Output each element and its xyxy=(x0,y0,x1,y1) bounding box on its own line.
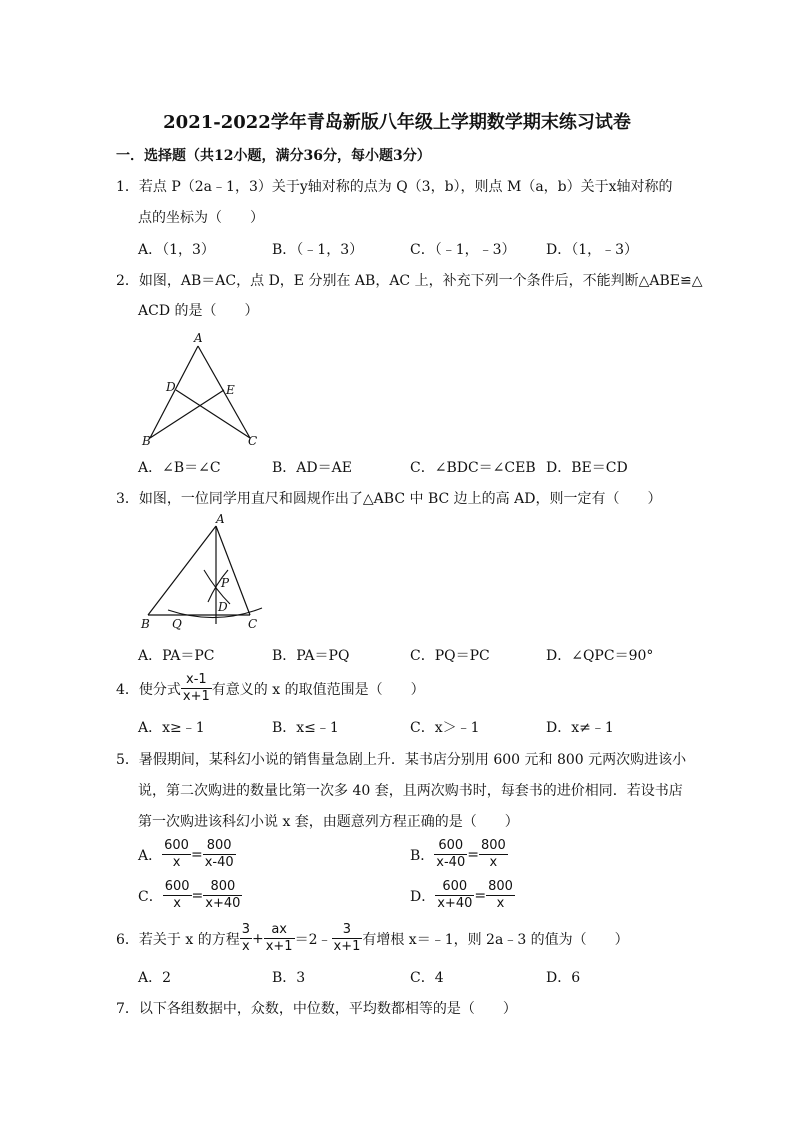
q4-option-d: D．x≠﹣1 xyxy=(546,720,614,736)
q1-option-a: A．（1，3） xyxy=(138,242,215,258)
q4-suffix: 有意义的 x 的取值范围是（ ） xyxy=(211,681,425,698)
q2-option-b: B．AD＝AE xyxy=(272,460,352,476)
q6-f2-den: x+1 xyxy=(265,939,293,954)
q3-option-b: B．PA＝PQ xyxy=(272,648,350,664)
q1-text-line1: 1．若点 P（2a﹣1，3）关于y轴对称的点为 Q（3，b），则点 M（a，b）关于x轴对称的 xyxy=(116,179,673,195)
q5-a-right-den: x-40 xyxy=(204,855,234,870)
q3-label-p: P xyxy=(221,576,230,590)
q5-a-label: A． xyxy=(138,847,163,864)
q4-option-c: C．x＞﹣1 xyxy=(410,720,480,736)
q6-f3-den: x+1 xyxy=(333,939,361,954)
q6-fraction-1 xyxy=(240,922,252,955)
section-heading: 一．选择题（共12小题，满分36分，每小题3分） xyxy=(116,148,431,164)
q2-option-c: C．∠BDC＝∠CEB xyxy=(410,460,536,476)
q5-c-label: C． xyxy=(138,888,163,905)
q5-option-d xyxy=(410,879,515,912)
q6-fraction-3 xyxy=(332,922,363,955)
q1-option-b: B．（﹣1，3） xyxy=(272,242,364,258)
q4-fraction xyxy=(181,672,212,705)
q3-text-line1: 3．如图，一位同学用直尺和圆规作出了△ABC 中 BC 边上的高 AD，则一定有（ ） xyxy=(116,491,662,507)
q2-label-c: C xyxy=(248,434,258,448)
q3-option-a: A．PA＝PC xyxy=(138,648,215,664)
q6-option-a: A．2 xyxy=(138,970,172,986)
q2-label-a: A xyxy=(194,331,203,345)
q5-d-left-fraction xyxy=(435,879,474,912)
q5-option-a xyxy=(138,838,236,871)
q6-prefix: 6．若关于 x 的方程 xyxy=(116,931,240,948)
q6-suffix: 有增根 x＝﹣1，则 2a﹣3 的值为（ ） xyxy=(362,931,629,948)
q5-text-line3: 第一次购进该科幻小说 x 套，由题意列方程正确的是（ ） xyxy=(138,814,519,830)
q3-label-a: A xyxy=(216,512,225,526)
q5-b-left-fraction xyxy=(434,838,467,871)
q4-option-b: B．x≤﹣1 xyxy=(272,720,339,736)
q2-label-d: D xyxy=(166,380,176,394)
q3-label-d: D xyxy=(218,600,228,614)
q5-c-right-num: 800 xyxy=(203,879,242,896)
q6-f1-num: 3 xyxy=(241,922,250,937)
q6-f1-den: x xyxy=(241,939,250,954)
q3-label-q: Q xyxy=(172,617,182,631)
q4-prefix: 4．使分式 xyxy=(116,681,181,698)
q5-c-left-den: x xyxy=(173,896,181,911)
q4-text xyxy=(116,672,425,705)
q2-label-b: B xyxy=(142,434,151,448)
q5-option-b xyxy=(410,838,508,871)
q4-frac-numerator: x-1 xyxy=(181,672,212,689)
q6-plus: + xyxy=(251,930,264,947)
q5-b-right-den: x xyxy=(489,855,498,870)
q5-d-left-num: 600 xyxy=(435,879,474,896)
q3-option-d: D．∠QPC＝90° xyxy=(546,648,654,664)
q3-label-c: C xyxy=(248,617,258,631)
q5-d-right-den: x xyxy=(496,896,505,911)
q1-option-d: D．（1，﹣3） xyxy=(546,242,639,258)
q5-d-label: D． xyxy=(410,888,436,905)
q5-a-eq: = xyxy=(190,846,203,863)
q3-option-c: C．PQ＝PC xyxy=(410,648,490,664)
q5-option-c xyxy=(138,879,242,912)
q5-d-right-fraction xyxy=(486,879,515,912)
q2-option-a: A．∠B＝∠C xyxy=(138,460,221,476)
q2-text-line1: 2．如图，AB＝AC，点 D，E 分别在 AB，AC 上，补充下列一个条件后，不能判断△ABE≌△ xyxy=(116,273,703,289)
q5-c-eq: = xyxy=(191,887,204,904)
q6-mid: ＝2﹣ xyxy=(294,931,332,948)
q3-label-b: B xyxy=(141,617,150,631)
q6-option-d: D．6 xyxy=(546,970,581,986)
q4-frac-denominator: x+1 xyxy=(182,689,210,704)
q7-text-line1: 7．以下各组数据中，众数，中位数，平均数都相等的是（ ） xyxy=(116,1001,517,1017)
q3-construction-figure xyxy=(138,512,270,634)
q5-c-left-num: 600 xyxy=(164,879,190,894)
q2-label-e: E xyxy=(226,383,235,397)
q5-a-left-num: 600 xyxy=(164,838,189,853)
q5-d-left-den: x+40 xyxy=(437,896,473,911)
q5-a-left-fraction xyxy=(162,838,191,871)
q5-b-right-num: 800 xyxy=(480,838,506,853)
q5-d-right-num: 800 xyxy=(488,879,513,894)
q5-d-eq: = xyxy=(474,887,487,904)
q5-text-line1: 5．暑假期间，某科幻小说的销售量急剧上升．某书店分别用 600 元和 800 元两次购进该小 xyxy=(116,752,687,768)
q6-fraction-2 xyxy=(264,922,295,955)
q2-text-line2: ACD 的是（ ） xyxy=(138,303,259,319)
q5-b-left-den: x-40 xyxy=(436,855,466,870)
q5-a-right-num: 800 xyxy=(203,838,236,855)
page-title: 2021-2022学年青岛新版八年级上学期数学期末练习试卷 xyxy=(163,112,631,133)
q6-text xyxy=(116,922,629,955)
q5-b-right-fraction xyxy=(479,838,508,871)
q5-a-left-den: x xyxy=(172,855,181,870)
q5-c-left-fraction xyxy=(163,879,192,912)
q6-option-c: C．4 xyxy=(410,970,444,986)
q5-c-right-den: x+40 xyxy=(205,896,241,911)
q5-b-left-num: 600 xyxy=(434,838,467,855)
q6-option-b: B．3 xyxy=(272,970,306,986)
q2-option-d: D．BE＝CD xyxy=(546,460,628,476)
q5-b-eq: = xyxy=(467,846,479,863)
q1-option-c: C．（﹣1，﹣3） xyxy=(410,242,516,258)
q5-a-right-fraction xyxy=(203,838,236,871)
q5-c-right-fraction xyxy=(203,879,242,912)
q1-text-line2: 点的坐标为（ ） xyxy=(138,210,264,226)
q6-f2-num: ax xyxy=(264,922,295,939)
q4-option-a: A．x≥﹣1 xyxy=(138,720,205,736)
q5-text-line2: 说，第二次购进的数量比第一次多 40 套，且两次购书时，每套书的进价相同．若设书店 xyxy=(138,783,683,799)
q2-triangle-figure xyxy=(138,328,268,450)
q5-b-label: B． xyxy=(410,847,435,864)
q6-f3-num: 3 xyxy=(332,922,363,939)
